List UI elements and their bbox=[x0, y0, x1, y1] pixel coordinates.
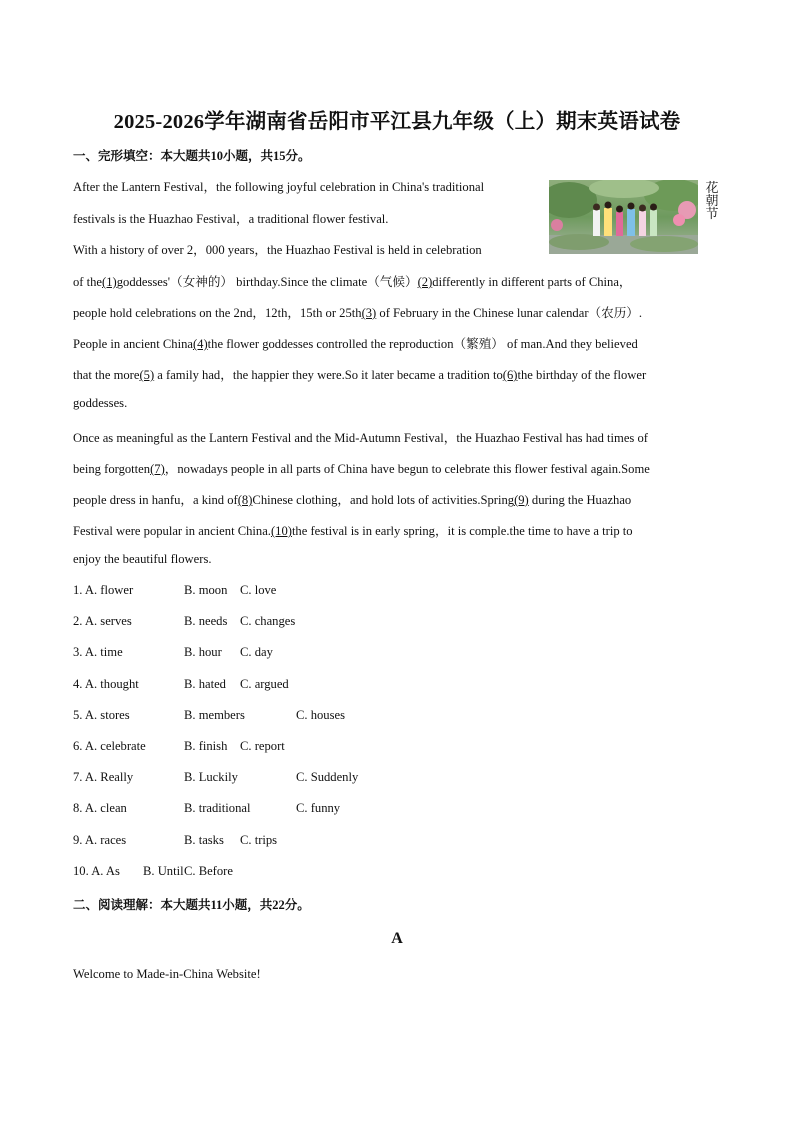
part-a-label: A bbox=[391, 930, 403, 947]
question-10-option-a: 10. A. As bbox=[73, 864, 120, 878]
passage-text: festivals is the Huazhao Festival，a traditional flower festival. bbox=[73, 212, 389, 226]
question-1-option-c: C. love bbox=[240, 583, 277, 597]
passage-line bbox=[73, 333, 638, 352]
question-9-option-a: 9. A. races bbox=[73, 833, 127, 847]
passage-text: being forgotten bbox=[73, 462, 151, 476]
question-3-option-a: 3. A. time bbox=[73, 645, 123, 659]
passage-text: a family had，the happier they were.So it later became a tradition to bbox=[154, 368, 503, 382]
passage-text: Once as meaningful as the Lantern Festival and the Mid-Autumn Festival，the Huazhao Festival has had times of bbox=[73, 431, 648, 445]
blank-marker: (5) bbox=[139, 368, 155, 382]
question-8-option-a: 8. A. clean bbox=[73, 801, 127, 815]
passage-line bbox=[73, 208, 388, 227]
question-5-option-c: C. houses bbox=[296, 708, 345, 722]
passage-text: people dress in hanfu，a kind of bbox=[73, 493, 238, 507]
passage-line bbox=[73, 302, 642, 321]
passage-text: that the more bbox=[73, 368, 140, 382]
question-10-option-b: B. Until bbox=[143, 864, 184, 878]
passage-text: of February in the Chinese lunar calendar（农历）. bbox=[376, 306, 643, 320]
passage-line bbox=[73, 396, 127, 411]
question-10-option-c: C. Before bbox=[184, 864, 233, 878]
passage-text: With a history of over 2，000 years，the Huazhao Festival is held in celebration bbox=[73, 243, 482, 257]
blank-marker: (1) bbox=[102, 275, 117, 289]
question-1-option-b: B. moon bbox=[184, 583, 228, 597]
passage-text: enjoy the beautiful flowers. bbox=[73, 552, 212, 566]
question-9-option-c: C. trips bbox=[240, 833, 278, 847]
passage-text: differently in different parts of China， bbox=[432, 275, 632, 289]
passage-text: the flower goddesses controlled the reproduction（繁殖） of man.And they believed bbox=[207, 337, 638, 351]
blank-marker: (3) bbox=[361, 306, 377, 320]
passage-text: the birthday of the flower bbox=[517, 368, 647, 382]
blank-marker: (4) bbox=[192, 337, 208, 351]
question-7-option-a: 7. A. Really bbox=[73, 770, 134, 784]
question-8-option-b: B. traditional bbox=[184, 801, 251, 815]
question-6-option-a: 6. A. celebrate bbox=[73, 739, 146, 753]
passage-text: the festival is in early spring，it is comple.the time to have a trip to bbox=[291, 524, 633, 538]
blank-marker: (7) bbox=[150, 462, 165, 476]
section-2-heading: 二、阅读理解：本大题共11小题，共22分。 bbox=[73, 898, 310, 912]
question-9-option-b: B. tasks bbox=[184, 833, 224, 847]
question-4-option-b: B. hated bbox=[184, 677, 226, 691]
passage-line bbox=[73, 520, 633, 539]
photo-caption: 花 朝 节 bbox=[705, 180, 719, 221]
question-2-option-a: 2. A. serves bbox=[73, 614, 132, 628]
passage-line bbox=[73, 552, 212, 567]
blank-marker: (2) bbox=[417, 275, 433, 289]
exam-title: 2025-2026学年湖南省岳阳市平江县九年级（上）期末英语试卷 bbox=[113, 111, 681, 133]
passage-text: After the Lantern Festival，the following joyful celebration in China's traditional bbox=[73, 180, 485, 194]
passage-line bbox=[73, 176, 484, 195]
passage-text: goddesses. bbox=[73, 396, 128, 410]
passage-text: people hold celebrations on the 2nd，12th，15th or 25th bbox=[73, 306, 362, 320]
blank-marker: (6) bbox=[502, 368, 518, 382]
question-6-option-b: B. finish bbox=[184, 739, 228, 753]
question-2-option-b: B. needs bbox=[184, 614, 228, 628]
question-8-option-c: C. funny bbox=[296, 801, 341, 815]
question-4-option-c: C. argued bbox=[240, 677, 289, 691]
question-5-option-b: B. members bbox=[184, 708, 245, 722]
question-1-option-a: 1. A. flower bbox=[73, 583, 134, 597]
passage-text: during the Huazhao bbox=[528, 493, 632, 507]
passage-line bbox=[73, 489, 631, 508]
blank-marker: (10) bbox=[270, 524, 292, 538]
passage-line bbox=[73, 458, 650, 477]
section-1-heading: 一、完形填空：本大题共10小题，共15分。 bbox=[73, 149, 311, 163]
question-2-option-c: C. changes bbox=[240, 614, 296, 628]
passage-line bbox=[73, 427, 648, 446]
question-5-option-a: 5. A. stores bbox=[73, 708, 130, 722]
question-4-option-a: 4. A. thought bbox=[73, 677, 139, 691]
passage-line bbox=[73, 239, 482, 258]
passage-line bbox=[73, 364, 646, 383]
passage-line bbox=[73, 271, 632, 290]
blank-marker: (9) bbox=[514, 493, 529, 507]
passage-text: Festival were popular in ancient China. bbox=[73, 524, 271, 538]
passage-text: goddesses'（女神的） birthday.Since the climate（气候） bbox=[116, 275, 418, 289]
blank-marker: (8) bbox=[237, 493, 253, 507]
passage-text: Chinese clothing，and hold lots of activities.Spring bbox=[252, 493, 515, 507]
question-7-option-b: B. Luckily bbox=[184, 770, 238, 784]
question-3-option-b: B. hour bbox=[184, 645, 222, 659]
passage-text: People in ancient China bbox=[73, 337, 193, 351]
passage-text: of the bbox=[73, 275, 103, 289]
reading-intro: Welcome to Made-in-China Website! bbox=[73, 967, 261, 981]
question-6-option-c: C. report bbox=[240, 739, 285, 753]
huazhao-festival-photo bbox=[549, 180, 698, 254]
question-3-option-c: C. day bbox=[240, 645, 273, 659]
question-7-option-c: C. Suddenly bbox=[296, 770, 359, 784]
passage-text: ，nowadays people in all parts of China have begun to celebrate this flower festival again.Some bbox=[164, 462, 650, 476]
